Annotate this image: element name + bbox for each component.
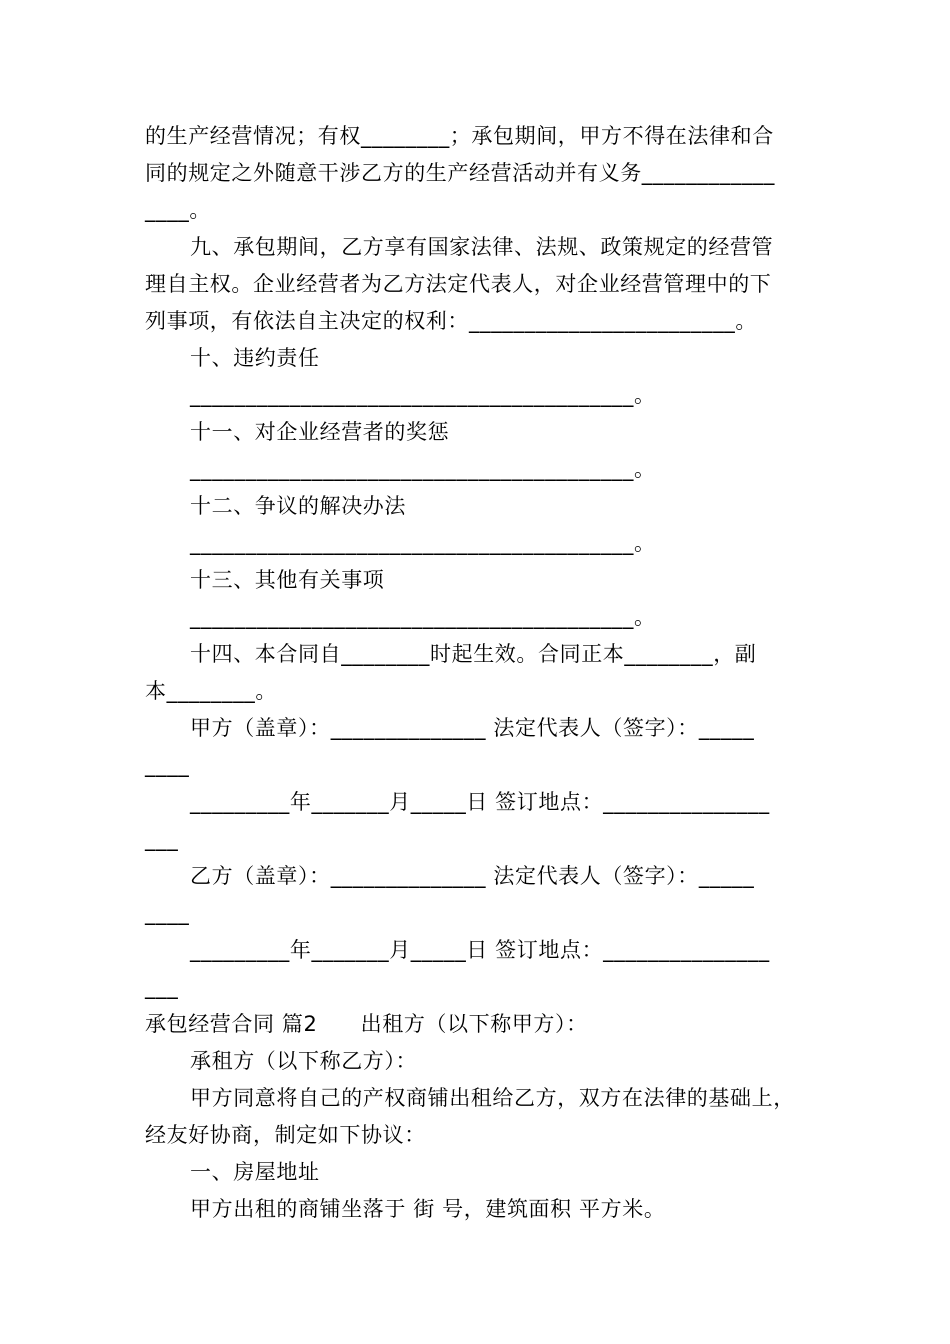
blank-line: ________________________________________。 [190,605,656,629]
text-line: ___ [145,975,179,999]
clause-13-heading: 十三、其他有关事项 [190,568,385,592]
clause-14: 十四、本合同自________时起生效。合同正本________，副 [190,642,757,666]
text-line: 同的规定之外随意干涉乙方的生产经营活动并有义务____________ [145,161,775,185]
text-line: 经友好协商，制定如下协议： [145,1123,426,1147]
blank-line: ________________________________________。 [190,457,656,481]
text-line: 理自主权。企业经营者为乙方法定代表人，对企业经营管理中的下 [145,272,772,296]
address-line: 甲方出租的商铺坐落于 街 号，建筑面积 平方米。 [190,1197,666,1221]
party-a-signature: 甲方（盖章）：______________ 法定代表人（签字）：_____ [190,716,755,740]
clause-1-heading: 一、房屋地址 [190,1160,320,1184]
clause-10-heading: 十、违约责任 [190,346,320,370]
text-line: ___ [145,827,179,851]
text-line: 的生产经营情况；有权________；承包期间，甲方不得在法律和合 [145,124,774,148]
text-line: 本________。 [145,679,277,703]
clause-9: 九、承包期间，乙方享有国家法律、法规、政策规定的经营管 [190,235,774,259]
party-b-signature: 乙方（盖章）：______________ 法定代表人（签字）：_____ [190,864,755,888]
text-line: 列事项，有依法自主决定的权利：________________________。 [145,309,757,333]
blank-line: ________________________________________。 [190,383,656,407]
text-line: ____ [145,901,190,925]
blank-line: ________________________________________。 [190,531,656,555]
lessee-line: 承租方（以下称乙方）： [190,1049,418,1073]
section-2-heading: 承包经营合同 篇2 出租方（以下称甲方）： [145,1012,588,1036]
party-a-date-place: _________年_______月_____日 签订地点：_______________ [190,790,770,814]
text-line: ____。 [145,198,211,222]
agreement-intro: 甲方同意将自己的产权商铺出租给乙方，双方在法律的基础上， [190,1086,795,1110]
party-b-date-place: _________年_______月_____日 签订地点：_______________ [190,938,770,962]
text-line: ____ [145,753,190,777]
clause-11-heading: 十一、对企业经营者的奖惩 [190,420,450,444]
clause-12-heading: 十二、争议的解决办法 [190,494,406,518]
